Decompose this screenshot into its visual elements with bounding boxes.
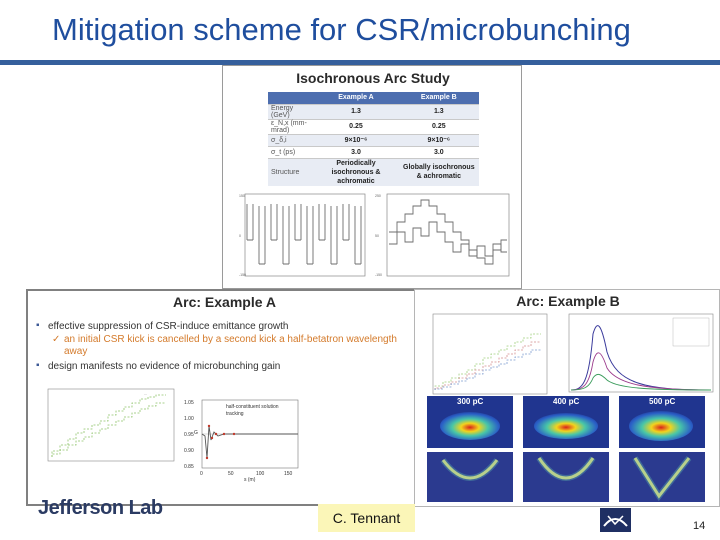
example-a-gain-plot <box>34 387 176 467</box>
x-tick: 150 <box>284 471 293 477</box>
example-a-g-plot <box>178 396 300 482</box>
table-cell: σ_t (ps) <box>268 146 313 158</box>
example-b-title: Arc: Example B <box>516 293 620 309</box>
table-cell: 9×10⁻⁶ <box>399 134 479 146</box>
table-row <box>268 134 479 146</box>
x-axis-label: s (m) <box>244 477 256 482</box>
table-cell: 0.25 <box>313 119 398 134</box>
svg-text:-150: -150 <box>239 273 247 277</box>
legend-entry: tracking <box>226 411 244 417</box>
example-b-gain-plot <box>421 312 549 404</box>
example-b-lattice-plot <box>373 192 513 286</box>
svg-text:150: 150 <box>239 194 245 198</box>
check-icon: ✓ <box>52 334 61 345</box>
jefferson-lab-logo: Jefferson Lab <box>38 497 163 519</box>
table-cell: 3.0 <box>313 146 398 158</box>
table-header-cell: Example B <box>399 92 479 104</box>
heatmap-label: 300 pC <box>457 397 484 406</box>
heatmap-label: 400 pC <box>553 397 580 406</box>
y-axis-label: G <box>194 430 198 436</box>
table-cell: σ_δ,i <box>268 134 313 146</box>
example-a-bullets <box>34 321 414 374</box>
author-name: C. Tennant <box>318 504 415 532</box>
table-cell: Energy (GeV) <box>268 104 313 119</box>
table-cell: 0.25 <box>399 119 479 134</box>
page-number: 14 <box>693 520 706 532</box>
table-cell: Globally isochronous & achromatic <box>399 158 479 186</box>
y-tick: 1.05 <box>184 400 194 406</box>
y-tick: 1.00 <box>184 416 194 422</box>
organization-logo-icon <box>600 508 631 532</box>
slide-title: Mitigation scheme for CSR/microbunching <box>52 12 631 47</box>
svg-text:—: — <box>144 392 147 396</box>
table-row <box>268 104 479 119</box>
table-cell: 1.3 <box>399 104 479 119</box>
sub-bullet-item <box>34 334 414 358</box>
x-tick: 100 <box>256 471 265 477</box>
x-tick: 50 <box>228 471 234 477</box>
table-cell: 3.0 <box>399 146 479 158</box>
example-a-lattice-plot <box>237 192 369 286</box>
x-tick: 0 <box>200 471 203 477</box>
y-tick: 0.90 <box>184 448 194 454</box>
sub-bullet-text: an initial CSR kick is cancelled by a second kick a half-betatron wavelength away <box>64 334 397 357</box>
table-cell: 9×10⁻⁶ <box>313 134 398 146</box>
table-row <box>268 119 479 134</box>
table-cell: 1.3 <box>313 104 398 119</box>
iso-study-title: Isochronous Arc Study <box>296 70 450 86</box>
bullet-item: ▪ effective suppression of CSR-induce emittance growth <box>34 321 414 332</box>
table-header-row <box>268 92 479 104</box>
bullet-item: ▪ design manifests no evidence of microbunching gain <box>34 361 414 372</box>
table-row <box>268 146 479 158</box>
isochronous-arc-study-panel <box>222 65 522 289</box>
heatmap-label: 500 pC <box>649 397 676 406</box>
y-tick: 0.95 <box>184 432 194 438</box>
svg-text:0: 0 <box>239 234 241 238</box>
example-b-panel <box>414 289 720 507</box>
svg-text:-150: -150 <box>375 273 383 277</box>
table-cell: Periodically isochronous & achromatic <box>313 158 398 186</box>
example-b-spectrum-plot <box>555 312 717 402</box>
example-a-title: Arc: Example A <box>173 294 276 310</box>
legend-entry: half-constituent solution <box>226 404 279 410</box>
table-cell: ε_N,x (mm-mrad) <box>268 119 313 134</box>
example-b-phase-space-grid <box>423 396 715 504</box>
svg-text:50: 50 <box>375 234 379 238</box>
iso-study-table <box>268 92 479 186</box>
example-a-panel <box>26 289 419 506</box>
table-row <box>268 158 479 186</box>
table-header-cell: Example A <box>313 92 398 104</box>
y-tick: 0.85 <box>184 464 194 470</box>
svg-text:250: 250 <box>375 194 381 198</box>
table-header-cell <box>268 92 313 104</box>
table-cell: Structure <box>268 158 313 186</box>
